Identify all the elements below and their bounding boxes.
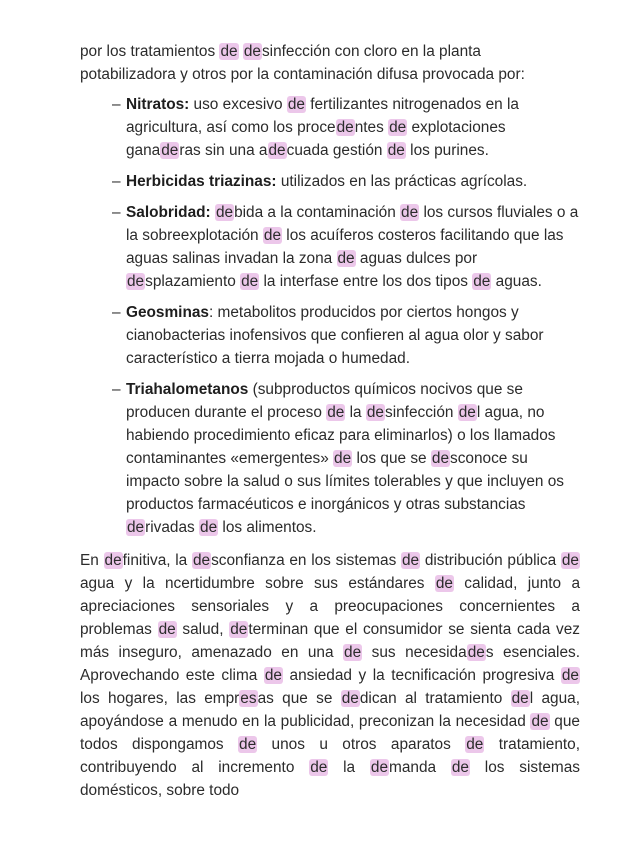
highlighted-text: de [230, 621, 248, 638]
highlighted-text: de [341, 690, 359, 707]
highlighted-text: de [431, 450, 450, 467]
highlighted-text: de [511, 690, 529, 707]
highlighted-text: de [458, 404, 476, 421]
highlighted-text: de [467, 644, 485, 661]
highlighted-text: de [243, 43, 261, 60]
highlighted-text: de [310, 759, 328, 776]
dash-bullet: – [112, 381, 121, 398]
highlighted-text: de [387, 142, 405, 159]
closing-paragraph: En definitiva, la desconfianza en los sistemas de distribución pública de agua y la ncertidumbre sobre sus estándares de calidad, junto a apreciaciones sensoriales y a preocupaciones concernientes a problemas de salud, determinan que el consumidor se sienta cada vez más inseguro, amenazado en una de sus necesidades esenciales. Aprovechando este clima de ansiedad y la tecnificación progresiva de los hogares, las empresas que se dedican al tratamiento del agua, apoyándose a menudo en la publicidad, preconizan la necesidad de que todos dispongamos de unos u otros aparatos de tratamiento, contribuyendo al incremento de la demanda de los sistemas domésticos, sobre todo [80, 552, 581, 799]
term-label: Triahalometanos [126, 381, 249, 398]
dash-bullet: – [112, 173, 121, 190]
highlighted-text: de [287, 96, 305, 113]
highlighted-text: de [104, 552, 122, 569]
highlighted-text: de [344, 644, 362, 661]
highlighted-text: de [215, 204, 234, 221]
highlighted-text: de [263, 227, 282, 244]
highlighted-text: de [366, 404, 384, 421]
highlighted-text: de [531, 713, 549, 730]
highlighted-text: de [268, 142, 286, 159]
highlighted-text: de [561, 552, 579, 569]
term-label: Geosminas [126, 304, 209, 321]
list-item-nitratos [112, 93, 580, 162]
highlighted-text: de [336, 119, 354, 136]
item-body: : metabolitos producidos por ciertos hongos y cianobacterias inofensivos que confieren al agua olor y sabor característico a tierra mojada o humedad. [126, 304, 544, 367]
item-body: (subproductos químicos nocivos que se producen durante el proceso de la desinfección del agua, no habiendo procedimiento eficaz para eliminarlos) o los llamados contaminantes «emergentes» de los que se desconoce su impacto sobre la salud o sus límites tolerables y que incluyen os productos farmacéuticos e inorgánicos y otras substancias derivadas de los alimentos. [126, 381, 565, 536]
highlighted-text: de [435, 575, 453, 592]
highlighted-text: de [334, 450, 352, 467]
highlighted-text: de [200, 519, 218, 536]
dash-bullet: – [112, 96, 121, 113]
item-body: debida a la contaminación de los cursos fluviales o a la sobreexplotación de los acuíferos costeros facilitando que las aguas salinas invadan la zona de aguas dulces por desplazamiento de la interfase entre los dos tipos de aguas. [126, 204, 579, 290]
term-label: Nitratos: [126, 96, 190, 113]
dash-bullet: – [112, 204, 121, 221]
term-label: Salobridad: [126, 204, 211, 221]
highlighted-text: de [473, 273, 491, 290]
highlighted-text: de [192, 552, 211, 569]
highlighted-text: de [561, 667, 579, 684]
highlighted-text: de [127, 273, 145, 290]
highlighted-text: de [466, 736, 484, 753]
highlighted-text: de [220, 43, 238, 60]
highlighted-text: de [161, 142, 179, 159]
highlighted-text: de [327, 404, 345, 421]
highlighted-text: de [127, 519, 145, 536]
contaminant-list [80, 93, 580, 539]
list-item-geosminas [112, 301, 580, 370]
highlighted-text: de [389, 119, 407, 136]
highlighted-text: de [370, 759, 389, 776]
intro-paragraph: por los tratamientos de desinfección con cloro en la planta potabilizadora y otros por la contaminación difusa provocada por: [80, 43, 525, 83]
highlighted-text: de [451, 759, 469, 776]
highlighted-text: es [240, 690, 257, 707]
highlighted-text: de [402, 552, 420, 569]
item-body: utilizados en las prácticas agrícolas. [276, 173, 528, 190]
dash-bullet: – [112, 304, 121, 321]
list-item-triahalometanos [112, 378, 580, 539]
term-label: Herbicidas triazinas: [126, 173, 277, 190]
highlighted-text: de [239, 736, 257, 753]
highlighted-text: de [158, 621, 176, 638]
list-item-herbicidas [112, 170, 580, 193]
list-item-salobridad [112, 201, 580, 293]
highlighted-text: de [337, 250, 355, 267]
highlighted-text: de [264, 667, 282, 684]
item-body: uso excesivo de fertilizantes nitrogenados en la agricultura, así como los procedentes de explotaciones ganaderas sin una adecuada gestión de los purines. [126, 96, 519, 159]
highlighted-text: de [401, 204, 419, 221]
highlighted-text: de [241, 273, 259, 290]
